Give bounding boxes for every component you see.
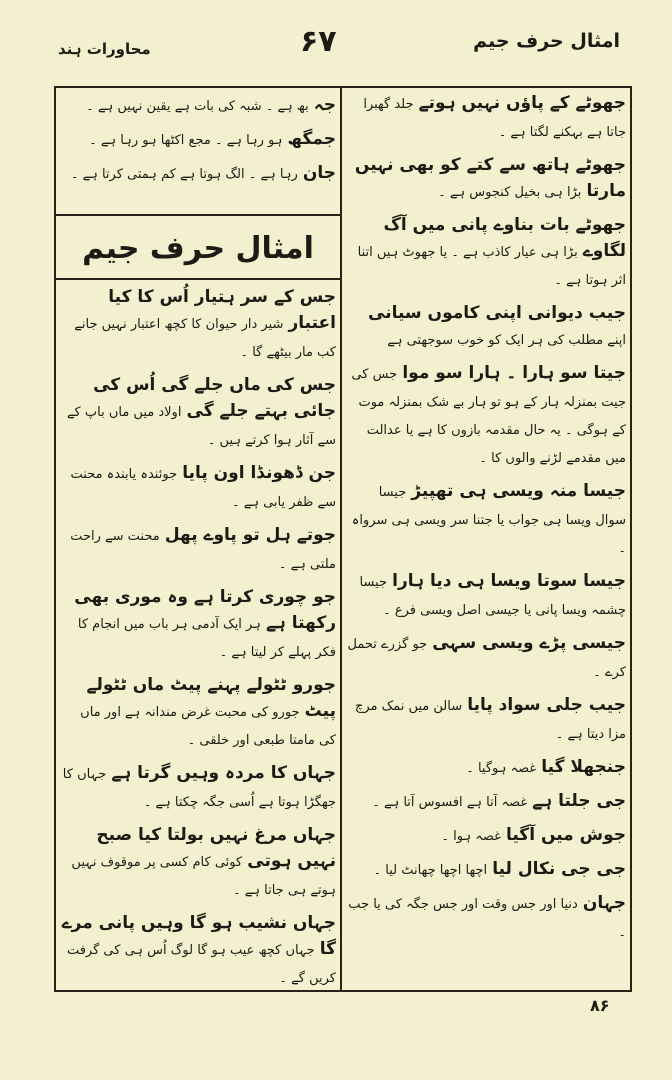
entry-key: جو چوری کرتا ہے وہ موری بھی رکھتا ہے <box>74 587 336 633</box>
entry-text: اولاد میں ماں باپ کے سے آثار ہوا کرتے ہیں ۔ <box>66 405 336 448</box>
entry-key: جہاں نشیب ہو گا وہیں پانی مرے گا <box>61 913 336 959</box>
entry-text: محنت سے راحت ملتی ہے ۔ <box>70 529 336 572</box>
entry <box>60 584 336 666</box>
entry <box>60 160 336 188</box>
entry-key: جہان <box>582 893 626 913</box>
entry-key: جھوٹے ہاتھ سے کتے کو بھی نہیں مارتا <box>354 155 626 201</box>
entry-key: جہاں کا مردہ وہیں گرتا ہے <box>111 763 336 783</box>
entry-text: جیسا چشمہ ویسا پانی یا جیسی اصل ویسی فرع ۔ <box>359 575 626 618</box>
header-right-title: امثال حرف جیم <box>473 30 620 52</box>
entry-key: جمگھ <box>287 129 336 149</box>
entry <box>60 910 336 992</box>
entry <box>346 478 626 562</box>
entry <box>346 152 626 206</box>
entry-key: جان <box>302 163 336 183</box>
entry <box>346 300 626 354</box>
entry <box>346 856 626 884</box>
entry <box>346 90 626 146</box>
entry-text: بڑا ہی عیار کاذب ہے ۔ یا جھوٹ ہیں اتنا اثر ہوتا ہے ۔ <box>357 245 626 288</box>
entry <box>346 754 626 782</box>
entry-text: غصہ ہوگیا ۔ <box>466 761 537 776</box>
entry-text: سالن میں نمک مرچ مزا دیتا ہے ۔ <box>354 699 626 742</box>
entry-key: جیسا منہ ویسی ہی تھپیڑ <box>411 481 626 501</box>
entry-key: جس کی ماں جلے گی اُس کی جائی بہتے جلے گی <box>93 375 336 421</box>
entry-key: جوتے ہل تو پاوے پھل <box>164 525 336 545</box>
entry-key: جورو ٹٹولے پہنے پیٹ ماں ٹٹولے پیٹ <box>86 675 336 721</box>
entry-text: ہر ایک آدمی ہر باب میں انجام کا فکر پہلے کر لیتا ہے ۔ <box>77 617 336 660</box>
entry-key: جنجھلا گیا <box>541 757 626 777</box>
entry-key: جن ڈھونڈا اون پایا <box>182 463 336 483</box>
entry-key: جیب دیوانی اپنی کاموں سیانی <box>368 303 626 323</box>
entry-text: اپنے مطلب کی ہر ایک کو خوب سوجھتی ہے <box>387 333 626 348</box>
entry-key: جہ <box>313 95 336 115</box>
entry <box>346 568 626 624</box>
entry-key: جیب جلی سواد پایا <box>467 695 626 715</box>
entry <box>346 630 626 686</box>
header-left-title: محاورات ہند <box>58 40 151 58</box>
entry-text: جس کی جیت بمنزلہ ہار کے ہو تو ہار بے شک بمنزلہ موت کے ہوگی ۔ یہ حال مقدمہ بازوں کا ہے یا عدالت میں مقدمے لڑنے والوں کا ۔ <box>351 367 626 466</box>
entry-text: رہا ہے ۔ الگ ہوتا ہے کم ہمتی کرتا ہے ۔ <box>70 167 298 182</box>
entry-key: جیتا سو ہارا ۔ ہارا سو موا <box>402 363 626 383</box>
entry <box>346 692 626 748</box>
entry <box>346 212 626 294</box>
entry <box>60 822 336 904</box>
section-divider-bottom <box>54 278 342 280</box>
right-entries <box>346 90 626 952</box>
entry <box>60 522 336 578</box>
entry-text: بھ ہے ۔ شبہ کی بات ہے یقین نہیں ہے ۔ <box>86 99 309 114</box>
entry <box>60 672 336 754</box>
entry-text: غصہ آتا ہے افسوس آتا ہے ۔ <box>372 795 528 810</box>
header-page-number: ۶۷ <box>300 24 337 59</box>
entry-key: جس کے سر ہتیار اُس کا کیا اعتبار <box>108 287 336 333</box>
entry-key: جھوٹے بات بناوے پانی میں آگ لگاوے <box>383 215 626 261</box>
entry-key: جی جی نکال لیا <box>492 859 626 879</box>
entry-key: جوش میں آگیا <box>505 825 626 845</box>
entry-key: جی جلتا ہے <box>532 791 626 811</box>
section-title: امثال حرف جیم <box>82 230 314 266</box>
entry-key: جیسا سوتا ویسا ہی دیا ہارا <box>392 571 626 591</box>
entry-text: جوئندہ یابندہ محنت سے ظفر یابی ہے ۔ <box>70 467 336 510</box>
entry-key: جیسی پڑے ویسی سہی <box>432 633 626 653</box>
entry <box>346 890 626 946</box>
entry-text: شیر دار حیوان کا کچھ اعتبار نہیں جانے کب مار بیٹھے گا ۔ <box>74 317 336 360</box>
column-divider <box>340 86 342 992</box>
entry-key: جہاں مرغ نہیں بولتا کیا صبح نہیں ہوتی <box>96 825 336 871</box>
entry <box>60 92 336 120</box>
entry-text: غصہ ہوا ۔ <box>441 829 501 844</box>
entry-text: جہاں کچھ عیب ہو گا لوگ اُس ہی کی گرفت کریں گے ۔ <box>66 943 336 986</box>
entry <box>60 372 336 454</box>
entry <box>60 284 336 366</box>
entry-text: دنیا اور جس وقت اور جس جگہ کی یا جب ۔ <box>348 897 626 940</box>
entry-text: ہو رہا ہے ۔ مجع اکٹھا ہو رہا ہے ۔ <box>89 133 283 148</box>
entry <box>60 760 336 816</box>
entry-text: جو گزرے تحمل کرے ۔ <box>347 637 626 680</box>
entry-text: جورو کی محبت غرض مندانہ ہے اور ماں کی مامتا طبعی اور خلقی ۔ <box>80 705 336 748</box>
section-divider-top <box>54 214 342 216</box>
left-entries <box>60 284 336 998</box>
entry <box>60 126 336 154</box>
entry <box>60 460 336 516</box>
entry-key: جھوٹے کے پاؤں نہیں ہوتے <box>418 93 626 113</box>
entry-text: اچھا اچھا چھانٹ لیا ۔ <box>373 863 488 878</box>
entry <box>346 822 626 850</box>
entry-text: کوئی کام کسی پر موقوف نہیں ہوتے ہی جاتا ہے ۔ <box>71 855 336 898</box>
entry <box>346 360 626 472</box>
footer-page-number: ۸۶ <box>590 996 610 1015</box>
entry-text: جہاں کا جھگڑا ہوتا ہے اُسی جگہ چکتا ہے ۔ <box>62 767 336 810</box>
entry <box>346 788 626 816</box>
entry-text: جیسا سوال ویسا ہی جواب یا جتنا سر ویسی ہی سرواہ ۔ <box>351 485 626 556</box>
entry-text: بڑا ہی بخیل کنجوس ہے ۔ <box>438 185 582 200</box>
entry-text: جلد گھبرا جاتا ہے بہکنے لگتا ہے ۔ <box>363 97 626 140</box>
left-top-entries <box>60 92 336 194</box>
